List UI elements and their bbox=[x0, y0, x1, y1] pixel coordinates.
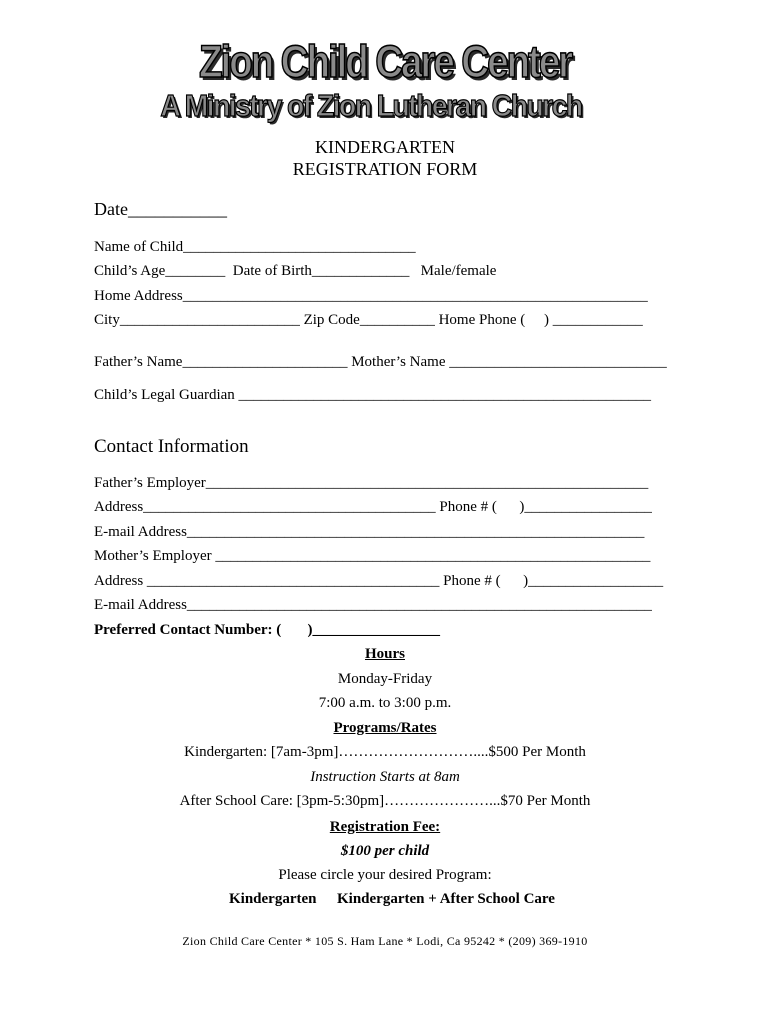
hours-heading: Hours bbox=[364, 646, 405, 662]
child-age-dob-gender-row[interactable]: Child’s Age________ Date of Birth_____________ Male/female bbox=[94, 263, 497, 279]
registration-fee-amount: $100 per child bbox=[340, 843, 430, 859]
father-address-phone-row[interactable]: Address_______________________________________ Phone # ( )_________________ bbox=[94, 499, 652, 515]
instruction-note: Instruction Starts at 8am bbox=[310, 769, 460, 785]
programs-heading: Programs/Rates bbox=[333, 720, 437, 736]
child-name-field[interactable]: Name of Child_______________________________ bbox=[94, 239, 416, 255]
program-option-kindergarten-after-school[interactable]: Kindergarten + After School Care bbox=[337, 891, 555, 907]
program-option-kindergarten[interactable]: Kindergarten bbox=[229, 891, 317, 907]
circle-program-prompt: Please circle your desired Program: bbox=[278, 867, 492, 883]
registration-fee-heading: Registration Fee: bbox=[329, 819, 441, 835]
mother-employer-field[interactable]: Mother’s Employer __________________________________________________________ bbox=[94, 548, 651, 564]
parents-name-row[interactable]: Father’s Name______________________ Mother’s Name _____________________________ bbox=[94, 354, 667, 370]
mother-address-phone-row[interactable]: Address _______________________________________ Phone # ( )__________________ bbox=[94, 573, 664, 589]
date-field[interactable]: Date___________ bbox=[94, 199, 227, 219]
father-email-field[interactable]: E-mail Address_____________________________________________________________ bbox=[94, 524, 645, 540]
form-title-line2: REGISTRATION FORM bbox=[292, 159, 478, 179]
footer-address: Zion Child Care Center * 105 S. Ham Lane * Lodi, Ca 95242 * (209) 369-1910 bbox=[182, 934, 588, 948]
contact-info-heading: Contact Information bbox=[94, 436, 249, 457]
preferred-contact-field[interactable]: Preferred Contact Number: ( )_________________ bbox=[94, 622, 441, 638]
father-employer-field[interactable]: Father’s Employer___________________________________________________________ bbox=[94, 475, 649, 491]
legal-guardian-field[interactable]: Child’s Legal Guardian _______________________________________________________ bbox=[94, 387, 652, 403]
hours-days: Monday-Friday bbox=[337, 671, 433, 687]
logo-title: Zion Child Care Center bbox=[198, 36, 572, 87]
home-address-field[interactable]: Home Address______________________________________________________________ bbox=[94, 288, 648, 304]
program-kindergarten-rate: Kindergarten: [7am-3pm]………………………....$500 Per Month bbox=[184, 744, 586, 760]
mother-email-field[interactable]: E-mail Address______________________________________________________________ bbox=[94, 597, 652, 613]
logo-subtitle: A Ministry of Zion Lutheran Church bbox=[160, 88, 582, 123]
hours-time: 7:00 a.m. to 3:00 p.m. bbox=[318, 695, 452, 711]
form-title-line1: KINDERGARTEN bbox=[315, 137, 455, 157]
program-after-school-rate: After School Care: [3pm-5:30pm]…………………...$70 Per Month bbox=[179, 793, 591, 809]
city-zip-phone-row[interactable]: City________________________ Zip Code__________ Home Phone ( ) ____________ bbox=[94, 312, 643, 328]
